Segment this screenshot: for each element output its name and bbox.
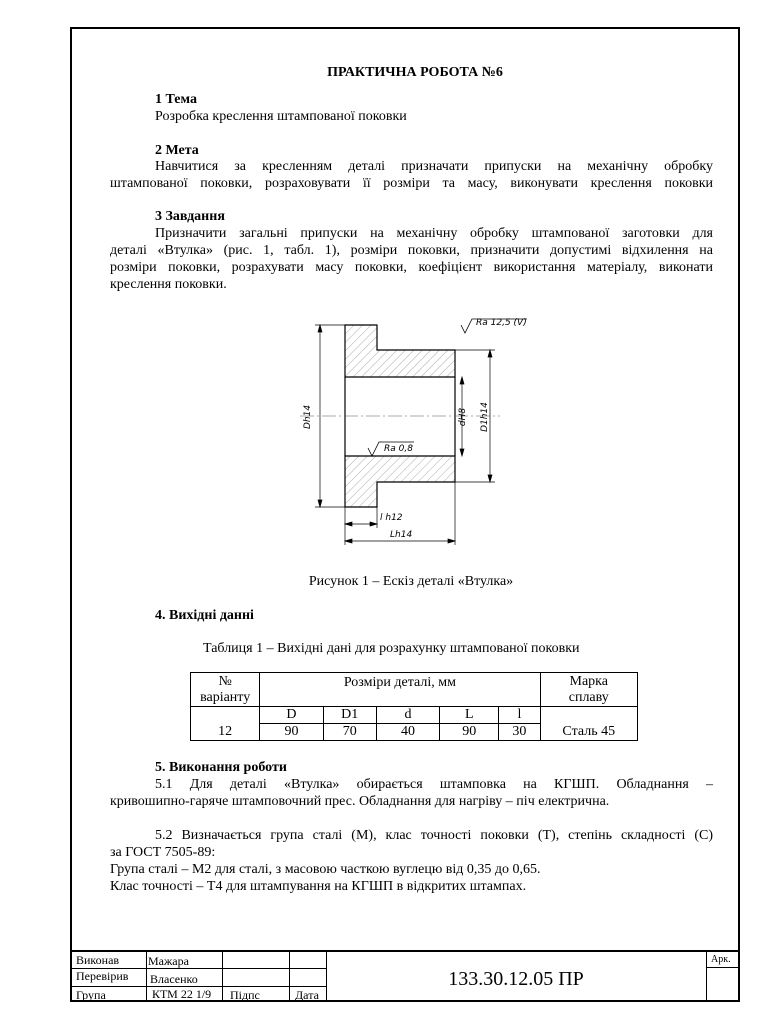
sub-d: d xyxy=(376,707,439,724)
sub-D1: D1 xyxy=(323,707,376,724)
exec-p2-line-2: за ГОСТ 7505-89: xyxy=(110,845,216,860)
task-line-3: розміри поковки, розрахувати масу поковки, коефіцієнт використання матеріалу, виконати xyxy=(110,260,713,275)
goal-line-1: Навчитися за кресленням деталі призначати припуски на механічну обробку xyxy=(155,159,713,174)
input-data-table xyxy=(190,672,638,741)
sub-D: D xyxy=(260,707,323,724)
roughness-top-label: Ra 12,5 (V) xyxy=(476,318,527,328)
cell-d: 40 xyxy=(376,724,439,741)
page-title: ПРАКТИЧНА РОБОТА №6 xyxy=(327,65,503,80)
roughness-bore-label: Ra 0,8 xyxy=(384,444,413,454)
stamp-label-executed: Виконав xyxy=(76,953,120,967)
stamp-sign-label: Підпс xyxy=(230,988,260,1002)
document-code: 133.30.12.05 ПР xyxy=(448,968,584,990)
table-caption: Таблиця 1 – Вихідні дані для розрахунку штампованої поковки xyxy=(203,641,580,656)
figure-caption: Рисунок 1 – Ескіз деталі «Втулка» xyxy=(308,574,514,589)
cell-D: 90 xyxy=(260,724,323,741)
task-line-4: креслення поковки. xyxy=(110,277,227,292)
dim-D-label: Dh14 xyxy=(303,404,314,430)
section-goal-heading: 2 Мета xyxy=(155,143,199,158)
stamp-label-group: Група xyxy=(76,988,106,1002)
cell-L: 90 xyxy=(440,724,499,741)
stamp-date-label: Дата xyxy=(295,988,319,1002)
execution-paragraph-1 xyxy=(110,776,713,810)
section-execution-heading: 5. Виконання роботи xyxy=(155,760,287,775)
header-variant: № варіанту xyxy=(191,673,260,707)
execution-paragraph-2 xyxy=(110,827,713,895)
sub-L: L xyxy=(440,707,499,724)
cell-l: 30 xyxy=(499,724,540,741)
cell-D1: 70 xyxy=(323,724,376,741)
sheet-label: Арк. xyxy=(711,954,731,965)
goal-line-2: штампованої поковки, розраховувати її розміри та масу, виконувати креслення поковки xyxy=(110,176,713,191)
task-line-1: Призначити загальні припуски на механічну обробку штампованої заготовки для xyxy=(155,226,713,241)
variant-spacer xyxy=(191,707,260,724)
cell-grade: Сталь 45 xyxy=(540,724,637,741)
section-top-wall xyxy=(345,325,455,377)
dim-l-label: l h12 xyxy=(380,513,403,523)
task-line-2: деталі «Втулка» (рис. 1, табл. 1), розміри поковки, призначити допустимі відхилення на xyxy=(110,243,713,258)
sub-l: l xyxy=(499,707,540,724)
header-grade: Марка сплаву xyxy=(540,673,637,707)
section-bottom-wall xyxy=(345,456,455,507)
exec-p1-line-1: 5.1 Для деталі «Втулка» обирається штамповка на КГШП. Обладнання – xyxy=(155,777,713,792)
stamp-label-checked: Перевірив xyxy=(76,969,129,983)
dim-D1-label: D1h14 xyxy=(479,402,490,432)
exec-p1-line-2: кривошипно-гаряче штамповочний прес. Обладнання для нагріву – піч електрична. xyxy=(110,794,610,809)
dim-d-label: dH8 xyxy=(458,407,469,427)
exec-p2-line-1: 5.2 Визначається група сталі (М), клас точності поковки (Т), степінь складності (С) xyxy=(155,828,713,843)
section-input-heading: 4. Вихідні данні xyxy=(155,608,254,623)
section-topic-text: Розробка креслення штампованої поковки xyxy=(155,109,407,124)
exec-p2-line-3: Група сталі – М2 для сталі, з масовою часткою вуглецю від 0,35 до 0,65. xyxy=(110,862,541,877)
dim-L-label: Lh14 xyxy=(390,530,413,540)
cell-variant: 12 xyxy=(191,724,260,741)
title-block xyxy=(70,950,740,1002)
stamp-name-executed: Мажара xyxy=(148,954,189,968)
stamp-group-value: КТМ 22 1/9 xyxy=(152,987,212,1001)
exec-p2-line-4: Клас точності – Т4 для штампування на КГШП в відкритих штампах. xyxy=(110,879,527,894)
stamp-name-checked: Власенко xyxy=(150,972,198,986)
section-task-heading: 3 Завдання xyxy=(155,209,225,224)
header-sizes: Розміри деталі, мм xyxy=(260,673,540,707)
section-topic-heading: 1 Тема xyxy=(155,92,197,107)
grade-spacer xyxy=(540,707,637,724)
